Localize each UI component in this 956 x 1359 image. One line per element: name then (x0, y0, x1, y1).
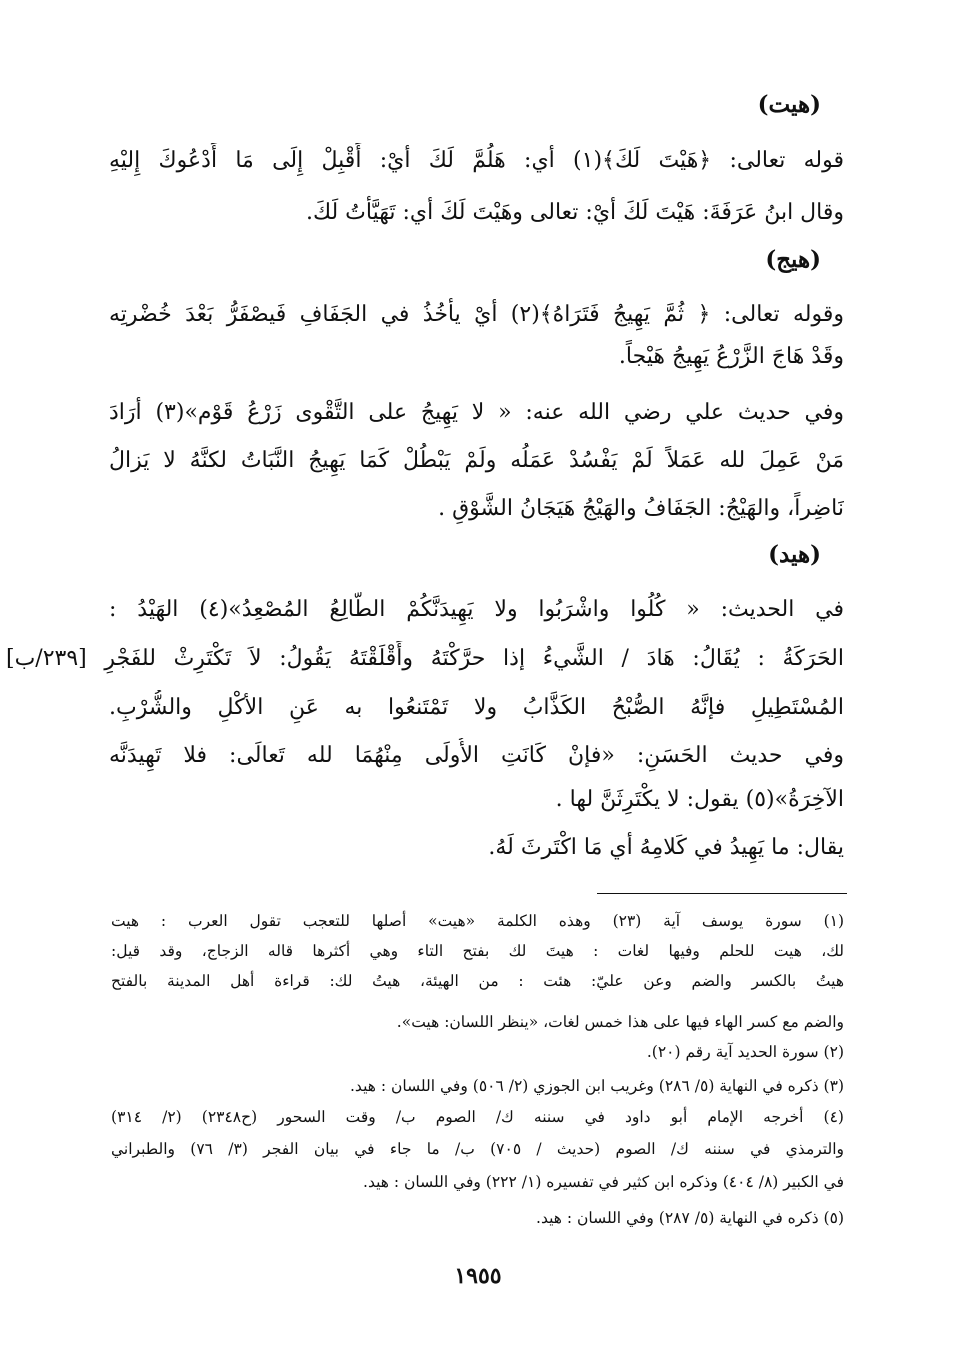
footnote-separator (597, 893, 847, 894)
text-line: الحَرَكَةُ : يُقَالُ: هَادَ / الشَّيءُ إذا حرَّكْتَهُ وأَقْلَقْتَهُ يَقُولُ: لاَ تَكْتَرِثْ للفَجْرِ [٢٣٩/ب] (6, 646, 844, 671)
text-line: وقوله تعالى: ﴿ ثُمَّ يَهِيجُ فَتَرَاهُ﴾(٢) أيْ يأخُذُ في الجَفَافِ فَيصْفَرُّ بَعْدَ خُضْرتِه (109, 302, 844, 327)
footnote-line: في الكبير (٨/ ٤٠٤) وذكره ابن كثير في تفسيره (١/ ٢٢٢) وفي اللسان : هيد. (363, 1173, 844, 1191)
footnote-line: والترمذي في سننه ك/ الصوم (حديث / ٧٠٥) ب/ ما جاء في بيان الفجر (٣/ ٧٦) والطبراني (111, 1140, 844, 1158)
text-line: نَاضِراً، والهَيْجُ: الجَفَافُ والهَيْجُ هَيَجَانُ الشَّوْقِ . (438, 496, 844, 521)
text-line: مَنْ عَمِلَ لله عَمَلاً لَمْ يَفْسُدْ عَمَلُه ولَمْ يَبْطُلْ كَمَا يَهِيجُ النَّبَاتُ لكنَّهُ لا يَزالُ (109, 448, 844, 473)
text-line: في الحديث: « كُلُوا واشْرَبُوا ولا يَهِيدَنَّكُمْ الطَّالِعُ المُصْعِدُ»(٤) الهَيْدُ : (109, 597, 844, 622)
footnote-line: لك، هيت للحلم وفيها لغات : هيتَ لك بفتح التاء وهي أكثرها قاله الزجاج، وقد قيل: (111, 942, 844, 960)
text-line: يقال: ما يَهِيدُ في كَلامِهُ أي مَا اكْتَرثَ لَهُ. (488, 835, 844, 860)
footnote-line: (٣) ذكره في النهاية (٥/ ٢٨٦) وغريب ابن الجوزي (٢/ ٥٠٦) وفي اللسان : هيد. (350, 1077, 844, 1095)
footnote-line: هيتُ بالكسر والضم وعن عليّ: هئت : من الهيئة، هيتُ لك: قراءة أهل المدينة بالفتح (111, 972, 844, 990)
entry-heading-hayd: (هيد) (768, 541, 821, 568)
footnote-line: (١) سورة يوسف آية (٢٣) وهذه الكلمة «هيت» أصلها للتعجب تقول العرب : هيت (111, 912, 844, 930)
text-line: وفي حديث الحَسَنِ: «فإنْ كَانَتِ الأُولَى مِنْهُمَا لله تَعالَى: فلا تَهِيدَنَّه (109, 743, 844, 768)
footnote-line: (٥) ذكره في النهاية (٥/ ٢٨٧) وفي اللسان : هيد. (536, 1209, 844, 1227)
footnote-line: والضم مع كسر الهاء فيها على هذا خمس لغات، «ينظر اللسان: هيت». (396, 1013, 844, 1031)
footnote-line: (٤) أخرجه الإمام أبو داود في سننه ك/ الصوم ب/ وقت السحور (ح٢٣٤٨) (٢/ ٣١٤) (111, 1108, 844, 1126)
footnote-line: (٢) سورة الحديد آية رقم (٢٠). (646, 1043, 844, 1061)
text-line: المُسْتَطِيلِ فإنَّهُ الصُّبْحُ الكَذَّابُ ولا تَمْتَنعُوا به عَنِ الأكْلِ والشُّرْبِ. (109, 695, 844, 720)
text-line: وفي حديث علي رضي الله عنه: « لا يَهِيجُ على التَّقْوى زَرْعُ قَوْم»(٣) أرَادَ (109, 400, 844, 425)
text-line: وقال ابنُ عَرَفَةَ: هَيْتَ لَكَ أيْ: تعالى وهَيْتَ لَكَ أي: تَهَيَّأْتُ لَكَ. (305, 200, 844, 225)
entry-heading-hayj: (هيج) (765, 246, 821, 273)
page-number: ١٩٥٥ (454, 1263, 502, 1289)
text-line: قوله تعالى: ﴿هَيْتَ لَكَ﴾(١) أي: هَلُمَّ لَكَ أيْ: أَقْبِلْ إِلَى مَا أَدْعُوكَ إِليْهِ (109, 148, 844, 173)
entry-heading-hayt: (هيت) (757, 91, 821, 118)
text-line: وقَدْ هَاجَ الزَّرْعُ يَهِيجُ هَيْجاً. (618, 344, 844, 369)
text-line: الآخِرَةُ»(٥) يقول: لا يكْتَرِثَنَّ لها . (555, 787, 844, 812)
